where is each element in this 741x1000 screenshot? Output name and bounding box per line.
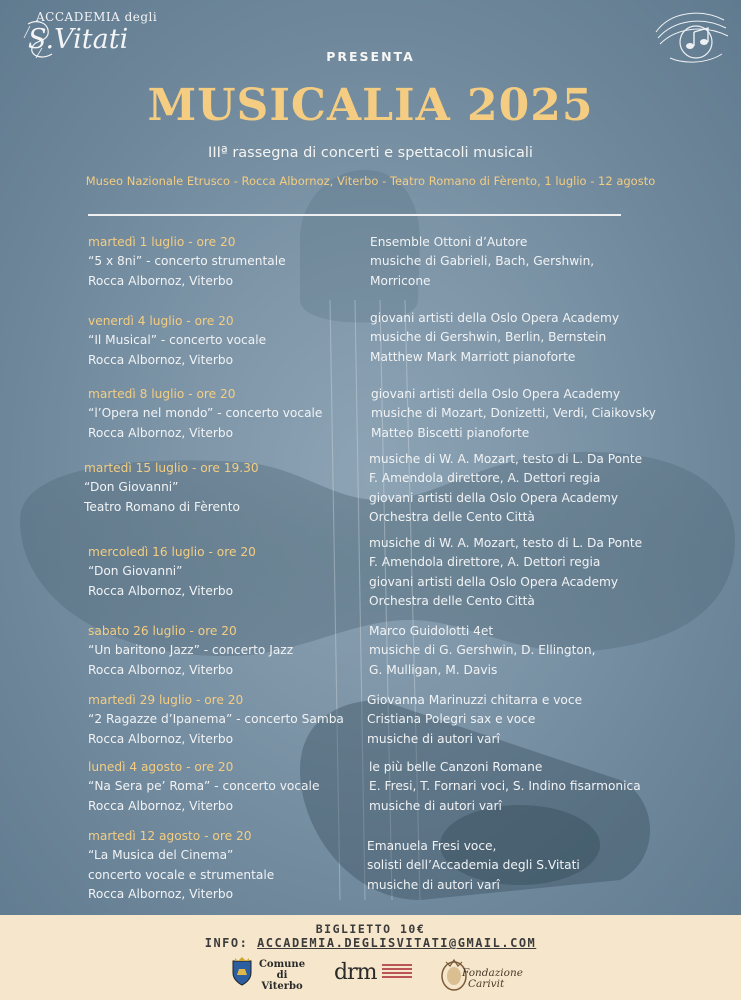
event-title: “Na Sera pe’ Roma” - concerto vocale: [88, 779, 320, 794]
event-performer-line: Marco Guidolotti 4et: [369, 624, 494, 638]
presents-label: PRESENTA: [326, 49, 415, 64]
drm-logo-text: drm: [334, 960, 377, 985]
event-date: mercoledì 16 luglio - ore 20: [88, 545, 256, 559]
event-5-performers: [369, 534, 642, 611]
event-performer-line: Cristiana Polegri sax e voce: [367, 712, 536, 727]
event-performer-line: Morricone: [370, 273, 431, 288]
event-venue: Teatro Romano di Fèrento: [84, 499, 240, 514]
event-venue: Rocca Albornoz, Viterbo: [88, 273, 234, 288]
event-performer-line: giovani artisti della Oslo Opera Academy: [371, 387, 621, 401]
divider: [88, 214, 621, 216]
event-performer-line: E. Fresi, T. Fornari voci, S. Indino fisarmonica: [369, 779, 641, 794]
ticket-price: BIGLIETTO 10€: [315, 922, 426, 936]
event-date: sabato 26 luglio - ore 20: [88, 624, 237, 638]
event-performer-line: musiche di autori varî: [367, 731, 500, 746]
event-9-performers: [367, 837, 580, 895]
comune-line: Viterbo: [261, 981, 303, 992]
event-7-performers: [367, 691, 582, 749]
event-date: martedì 1 luglio - ore 20: [88, 235, 236, 249]
sponsor-fondazione-carivit: [440, 956, 523, 998]
viterbo-crest-icon: [231, 957, 253, 987]
event-venue: Rocca Albornoz, Viterbo: [88, 662, 234, 677]
event-performer-line: musiche di W. A. Mozart, testo di L. Da Ponte: [369, 452, 643, 466]
event-performer-line: Orchestra delle Cento Città: [369, 593, 535, 608]
event-performer-line: musiche di G. Gershwin, D. Ellington,: [369, 643, 596, 658]
event-subtitle: concerto vocale e strumentale: [88, 867, 275, 882]
event-9-info: [88, 827, 274, 904]
event-performer-line: musiche di autori varî: [369, 798, 502, 813]
event-4-info: [84, 459, 259, 517]
logo-big-text: S.Vitati: [28, 24, 129, 55]
event-venue: Rocca Albornoz, Viterbo: [88, 583, 234, 598]
event-performer-line: solisti dell’Accademia degli S.Vitati: [367, 858, 580, 873]
event-performer-line: F. Amendola direttore, A. Dettori regia: [369, 471, 601, 486]
event-venue: Rocca Albornoz, Viterbo: [88, 731, 234, 746]
event-1-info: [88, 233, 286, 291]
event-5-info: [88, 543, 256, 601]
event-4-performers: [369, 450, 642, 527]
poster-title: MUSICALIA 2025: [147, 80, 594, 131]
event-title: “2 Ragazze d’Ipanema” - concerto Samba: [88, 712, 344, 727]
event-8-info: [88, 758, 319, 816]
event-venue: Rocca Albornoz, Viterbo: [88, 425, 234, 440]
event-3-info: [88, 385, 322, 443]
event-performer-line: musiche di Mozart, Donizetti, Verdi, Ciaikovsky: [371, 406, 656, 421]
event-title: “l’Opera nel mondo” - concerto vocale: [88, 406, 323, 421]
event-venue: Rocca Albornoz, Viterbo: [88, 352, 234, 367]
sponsor-drm: [334, 960, 414, 990]
event-performer-line: musiche di Gershwin, Berlin, Bernstein: [370, 330, 607, 345]
event-performer-line: Ensemble Ottoni d’Autore: [370, 235, 528, 249]
event-date: martedì 29 luglio - ore 20: [88, 693, 244, 707]
event-1-performers: [370, 233, 594, 291]
carivit-text: [462, 968, 523, 990]
event-date: venerdì 4 luglio - ore 20: [88, 314, 234, 328]
event-date: martedì 8 luglio - ore 20: [88, 387, 236, 401]
event-7-info: [88, 691, 344, 749]
carivit-line: Fondazione: [462, 967, 523, 979]
poster-subtitle: IIIª rassegna di concerti e spettacoli musicali: [208, 145, 533, 161]
carivit-line: Carivit: [468, 978, 505, 990]
event-performer-line: musiche di autori varî: [367, 877, 500, 892]
event-performer-line: Matteo Biscetti pianoforte: [371, 425, 530, 440]
event-2-info: [88, 312, 266, 370]
event-performer-line: Orchestra delle Cento Città: [369, 509, 535, 524]
venues-line: Museo Nazionale Etrusco - Rocca Albornoz, Viterbo - Teatro Romano di Fèrento, 1 luglio - 12 agosto: [85, 174, 656, 188]
event-8-performers: [369, 758, 641, 816]
drm-fine-print: [382, 964, 412, 984]
event-performer-line: G. Mulligan, M. Davis: [369, 662, 498, 677]
event-title: “La Musica del Cinema”: [88, 848, 234, 863]
event-title: “Un baritono Jazz” - concerto Jazz: [88, 643, 294, 658]
event-performer-line: musiche di W. A. Mozart, testo di L. Da Ponte: [369, 536, 643, 550]
event-date: martedì 15 luglio - ore 19.30: [84, 461, 259, 475]
event-2-performers: [370, 309, 619, 367]
event-3-performers: [371, 385, 656, 443]
event-performer-line: giovani artisti della Oslo Opera Academy: [370, 311, 620, 325]
comune-text: [257, 959, 307, 992]
event-performer-line: F. Amendola direttore, A. Dettori regia: [369, 555, 601, 570]
event-performer-line: musiche di Gabrieli, Bach, Gershwin,: [370, 254, 595, 269]
event-performer-line: giovani artisti della Oslo Opera Academy: [369, 574, 619, 589]
comune-line: Comune: [258, 959, 306, 970]
logo-small-text: ACCADEMIA degli: [36, 10, 158, 24]
event-title: “Il Musical” - concerto vocale: [88, 333, 267, 348]
event-performer-line: Emanuela Fresi voce,: [367, 839, 497, 853]
event-performer-line: giovani artisti della Oslo Opera Academy: [369, 490, 619, 505]
event-date: lunedì 4 agosto - ore 20: [88, 760, 234, 774]
event-6-performers: [369, 622, 595, 680]
event-title: “Don Giovanni”: [88, 564, 183, 579]
event-performer-line: Matthew Mark Marriott pianoforte: [370, 349, 576, 364]
event-title: “5 x 8ni” - concerto strumentale: [88, 254, 286, 269]
event-venue: Rocca Albornoz, Viterbo: [88, 886, 234, 901]
event-title: “Don Giovanni”: [84, 480, 179, 495]
event-date: martedì 12 agosto - ore 20: [88, 829, 252, 843]
info-label: INFO:: [204, 936, 258, 950]
info-line: [0, 936, 741, 950]
event-performer-line: Giovanna Marinuzzi chitarra e voce: [367, 693, 583, 707]
comune-line: di: [276, 970, 288, 981]
event-performer-line: le più belle Canzoni Romane: [369, 760, 543, 774]
event-venue: Rocca Albornoz, Viterbo: [88, 798, 234, 813]
email-link[interactable]: ACCADEMIA.DEGLISVITATI@GMAIL.COM: [257, 936, 537, 950]
sponsor-comune-di-viterbo: [231, 955, 311, 997]
event-6-info: [88, 622, 293, 680]
